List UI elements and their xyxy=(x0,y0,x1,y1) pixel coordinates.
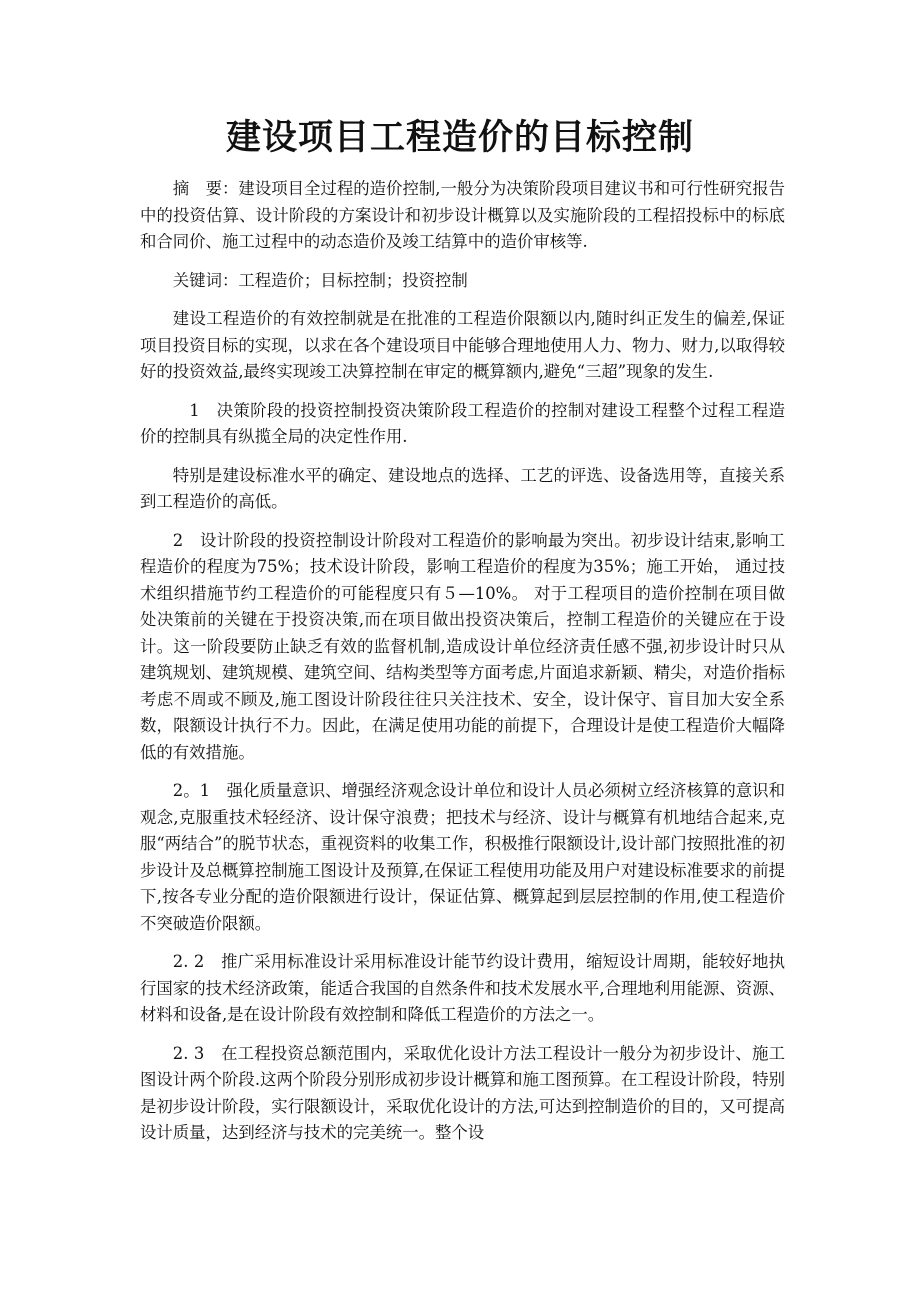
body-paragraph: 建设工程造价的有效控制就是在批准的工程造价限额以内,随时纠正发生的偏差,保证项目投资目标的实现，以求在各个建设项目中能够合理地使用人力、物力、财力,以取得较好的投资效益,最终实现竣工决算控制在审定的概算额内,避免“三超”现象的发生. xyxy=(140,309,785,381)
section-2-2-paragraph: 2. 2 推广采用标准设计采用标准设计能节约设计费用，缩短设计周期，能较好地执行国家的技术经济政策，能适合我国的自然条件和技术发展水平,合理地利用能源、资源、材料和设备,是在设计阶段有效控制和降低工程造价的方法之一。 xyxy=(140,952,785,1024)
body-paragraph: 特别是建设标准水平的确定、建设地点的选择、工艺的评选、设备选用等，直接关系到工程造价的高低。 xyxy=(140,465,785,511)
abstract-paragraph: 摘 要：建设项目全过程的造价控制,一般分为决策阶段项目建议书和可行性研究报告中的投资估算、设计阶段的方案设计和初步设计概算以及实施阶段的工程招投标中的标底和合同价、施工过程中的动态造价及竣工结算中的造价审核等. xyxy=(140,179,785,251)
keywords-paragraph: 关键词：工程造价；目标控制；投资控制 xyxy=(172,270,468,290)
section-2-paragraph: 2 设计阶段的投资控制设计阶段对工程造价的影响最为突出。初步设计结束,影响工程造价的程度为75%；技术设计阶段，影响工程造价的程度为35%；施工开始， 通过技术组织措施节约工程造价的可能程度只有５—10%。 对于工程项目的造价控制在项目做处决策前的关键在于投资决策,而在项目做出投资决策后，控制工程造价的关键应在于设计。这一阶段要防止缺乏有效的监督机制,造成设计单位经济责任感不强,初步设计时只从建筑规划、建筑规模、建筑空间、结构类型等方面考虑,片面追求新颖、精尖，对造价指标考虑不周或不顾及,施工图设计阶段往往只关注技术、安全，设计保守、盲目加大安全系数，限额设计执行不力。因此，在满足使用功能的前提下，合理设计是使工程造价大幅降低的有效措施。 xyxy=(140,530,785,762)
document-title: 建设项目工程造价的目标控制 xyxy=(225,118,694,158)
document-body xyxy=(140,176,785,1159)
section-2-1-paragraph: 2。1 强化质量意识、增强经济观念设计单位和设计人员必须树立经济核算的意识和观念,克服重技术轻经济、设计保守浪费；把技术与经济、设计与概算有机地结合起来,克服“两结合”的脱节状态，重视资料的收集工作，积极推行限额设计,设计部门按照批准的初步设计及总概算控制施工图设计及预算,在保证工程使用功能及用户对建设标准要求的前提下,按各专业分配的造价限额进行设计，保证估算、概算起到层层控制的作用,使工程造价不突破造价限额。 xyxy=(140,781,785,933)
section-2-3-paragraph: 2. 3 在工程投资总额范围内，采取优化设计方法工程设计一般分为初步设计、施工图设计两个阶段.这两个阶段分别形成初步设计概算和施工图预算。在工程设计阶段，特别是初步设计阶段，实行限额设计，采取优化设计的方法,可达到控制造价的目的，又可提高设计质量，达到经济与技术的完美统一。整个设 xyxy=(140,1043,785,1142)
section-1-paragraph: 1 决策阶段的投资控制投资决策阶段工程造价的控制对建设工程整个过程工程造价的控制具有纵揽全局的决定性作用. xyxy=(140,400,785,446)
